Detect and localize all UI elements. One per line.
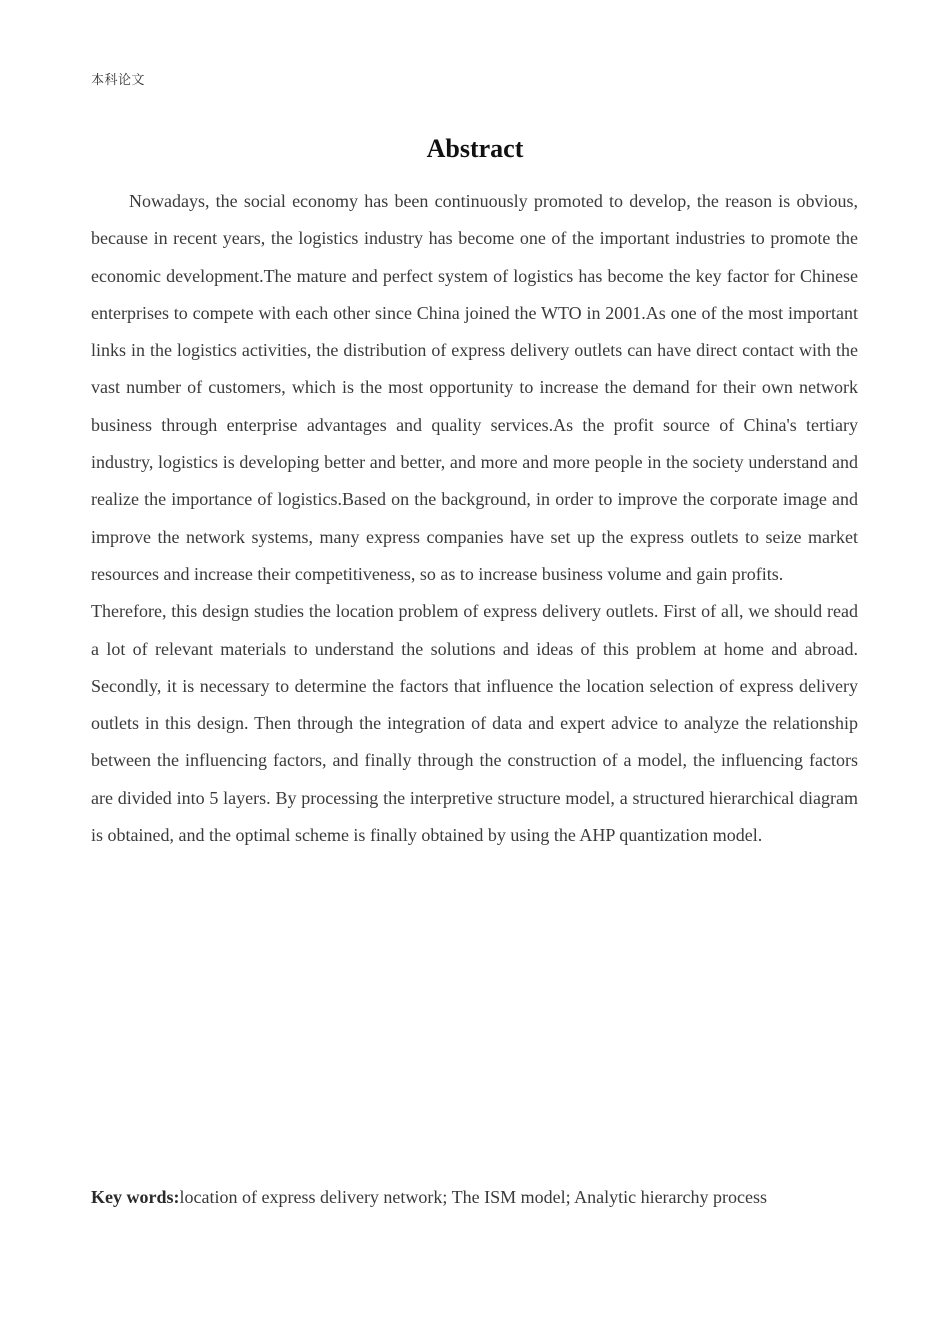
abstract-paragraph-2: Therefore, this design studies the location problem of express delivery outlets. First of all, we should read a lot of relevant materials to understand the solutions and ideas of this problem at home and abroad. Secondly, it is necessary to determine the factors that influence the location selection of express delivery outlets in this design. Then through the integration of data and expert advice to analyze the relationship between the influencing factors, and finally through the construction of a model, the influencing factors are divided into 5 layers. By processing the interpretive structure model, a structured hierarchical diagram is obtained, and the optimal scheme is finally obtained by using the AHP quantization model. xyxy=(91,601,858,846)
running-header: 本科论文 xyxy=(91,73,146,88)
abstract-body xyxy=(91,183,858,854)
abstract-title: Abstract xyxy=(426,134,524,163)
abstract-paragraph-1: Nowadays, the social economy has been continuously promoted to develop, the reason is obvious, because in recent years, the logistics industry has become one of the important industries to promote the economic development.The mature and perfect system of logistics has become the key factor for Chinese enterprises to compete with each other since China joined the WTO in 2001.As one of the most important links in the logistics activities, the distribution of express delivery outlets can have direct contact with the vast number of customers, which is the most opportunity to increase the demand for their own network business through enterprise advantages and quality services.As the profit source of China's tertiary industry, logistics is developing better and better, and more and more people in the society understand and realize the importance of logistics.Based on the background, in order to improve the corporate image and improve the network systems, many express companies have set up the express outlets to seize market resources and increase their competitiveness, so as to increase business volume and gain profits. xyxy=(91,191,858,584)
keywords-line xyxy=(91,1183,871,1211)
keywords-text: location of express delivery network; The ISM model; Analytic hierarchy process xyxy=(179,1187,768,1207)
keywords-label: Key words: xyxy=(91,1187,180,1207)
